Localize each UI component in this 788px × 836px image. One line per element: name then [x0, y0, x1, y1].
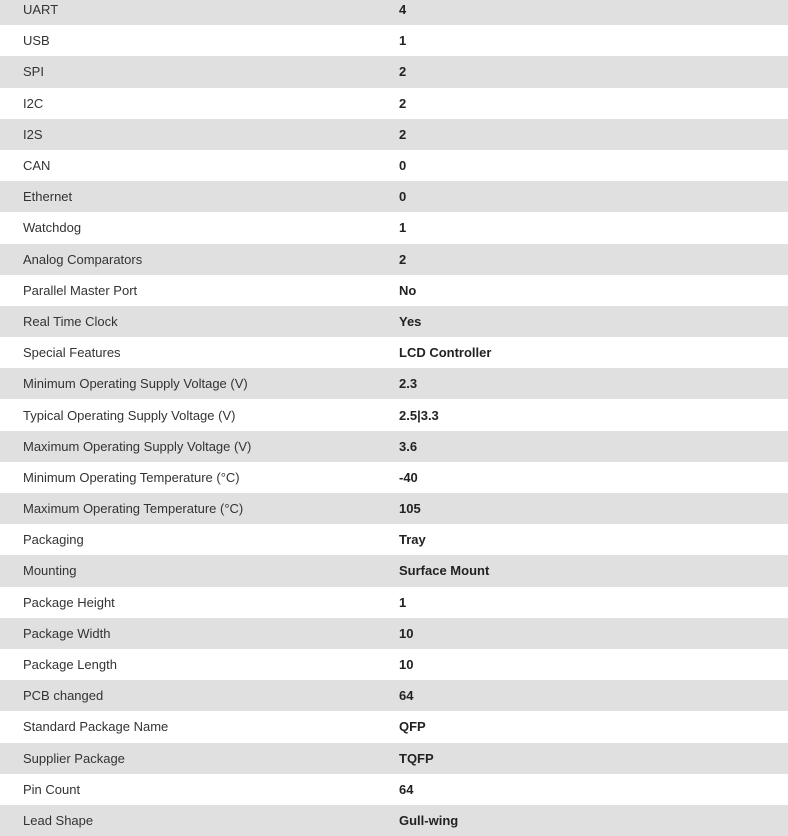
spec-row	[0, 711, 788, 742]
spec-row	[0, 431, 788, 462]
spec-label: Analog Comparators	[23, 251, 143, 267]
spec-row	[0, 150, 788, 181]
spec-label: Lead Shape	[23, 812, 94, 828]
spec-row	[0, 680, 788, 711]
spec-value: Gull-wing	[399, 812, 459, 828]
spec-label: Package Height	[23, 594, 115, 610]
spec-value: 1	[399, 33, 407, 49]
spec-value: TQFP	[399, 750, 434, 766]
spec-value: 4	[399, 2, 407, 18]
spec-label: Package Length	[23, 657, 117, 673]
spec-label: Supplier Package	[23, 750, 125, 766]
spec-row	[0, 212, 788, 243]
spec-value: 10	[399, 657, 414, 673]
spec-value: 2.5|3.3	[399, 407, 439, 423]
spec-label: Standard Package Name	[23, 719, 169, 735]
spec-row	[0, 524, 788, 555]
spec-value: 1	[399, 220, 407, 236]
spec-row	[0, 555, 788, 586]
spec-value: QFP	[399, 719, 426, 735]
spec-value: 0	[399, 189, 407, 205]
spec-label: I2C	[23, 95, 44, 111]
spec-label: Pin Count	[23, 781, 81, 797]
spec-row	[0, 244, 788, 275]
spec-value: Surface Mount	[399, 563, 490, 579]
spec-label: Parallel Master Port	[23, 282, 138, 298]
spec-value: 0	[399, 158, 407, 174]
spec-value: LCD Controller	[399, 345, 492, 361]
spec-label: Maximum Operating Temperature (°C)	[23, 501, 244, 517]
spec-value: 64	[399, 781, 414, 797]
spec-row	[0, 25, 788, 56]
spec-row	[0, 774, 788, 805]
spec-label: Real Time Clock	[23, 313, 118, 329]
spec-label: Minimum Operating Supply Voltage (V)	[23, 376, 248, 392]
spec-label: USB	[23, 33, 50, 49]
spec-value: 105	[399, 501, 421, 517]
spec-row	[0, 493, 788, 524]
spec-row	[0, 368, 788, 399]
spec-label: UART	[23, 2, 59, 18]
spec-value: -40	[399, 469, 418, 485]
spec-value: Tray	[399, 532, 426, 548]
spec-value: 2	[399, 126, 407, 142]
spec-row	[0, 56, 788, 87]
spec-label: Ethernet	[23, 189, 73, 205]
spec-row	[0, 649, 788, 680]
spec-label: Typical Operating Supply Voltage (V)	[23, 407, 236, 423]
spec-row	[0, 119, 788, 150]
spec-value: 1	[399, 594, 407, 610]
spec-value: 2	[399, 64, 407, 80]
spec-value: 2	[399, 251, 407, 267]
spec-value: 10	[399, 625, 414, 641]
spec-value: 64	[399, 688, 414, 704]
spec-row	[0, 805, 788, 836]
spec-value: 2.3	[399, 376, 418, 392]
spec-label: CAN	[23, 158, 51, 174]
spec-label: Minimum Operating Temperature (°C)	[23, 469, 240, 485]
spec-label: Special Features	[23, 345, 121, 361]
spec-row	[0, 275, 788, 306]
spec-label: Watchdog	[23, 220, 82, 236]
spec-value: No	[399, 282, 417, 298]
spec-row	[0, 587, 788, 618]
spec-label: Maximum Operating Supply Voltage (V)	[23, 438, 252, 454]
spec-value: Yes	[399, 313, 422, 329]
spec-row	[0, 306, 788, 337]
spec-row	[0, 618, 788, 649]
spec-row	[0, 462, 788, 493]
spec-row	[0, 0, 788, 25]
spec-label: SPI	[23, 64, 44, 80]
spec-value: 3.6	[399, 438, 418, 454]
spec-label: PCB changed	[23, 688, 104, 704]
spec-label: I2S	[23, 126, 43, 142]
spec-label: Package Width	[23, 625, 111, 641]
spec-value: 2	[399, 95, 407, 111]
spec-row	[0, 181, 788, 212]
spec-row	[0, 337, 788, 368]
spec-row	[0, 743, 788, 774]
spec-row	[0, 399, 788, 430]
spec-label: Packaging	[23, 532, 84, 548]
spec-label: Mounting	[23, 563, 77, 579]
spec-row	[0, 88, 788, 119]
